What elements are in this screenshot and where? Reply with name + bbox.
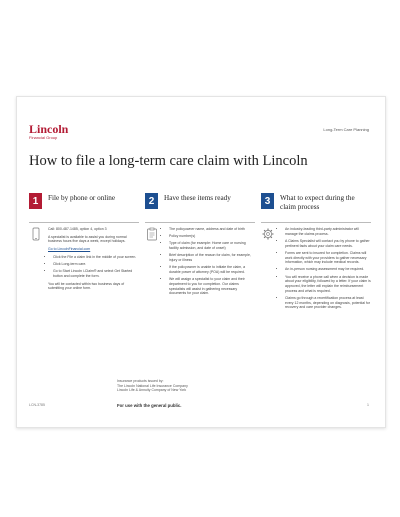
step-1-title: File by phone or online xyxy=(48,194,116,202)
issuer-notes xyxy=(117,379,297,393)
step-2-body xyxy=(145,227,255,299)
step-3-content xyxy=(280,227,371,313)
list-item: • An industry-leading third-party administrator will manage the claims process. xyxy=(285,227,371,236)
step-3-body xyxy=(261,227,371,313)
phone-number: Call: 800-487-1485, option 4, option 3 xyxy=(48,227,107,231)
contact-note: You will be contacted within two business days of submitting your online form. xyxy=(48,281,125,291)
gear-icon xyxy=(261,227,275,241)
issued-by-label: Insurance products issued by: xyxy=(117,379,164,383)
document-code: LCN-3785 xyxy=(29,403,45,407)
phone-icon xyxy=(29,227,43,241)
step-1-content xyxy=(48,227,139,294)
issuer-company-2: Lincoln Life & Annuity Company of New York xyxy=(117,388,187,393)
page-title: How to file a long-term care claim with Lincoln xyxy=(29,153,308,169)
online-steps-list xyxy=(48,255,139,279)
step-3-number: 3 xyxy=(261,193,274,209)
step-2-content xyxy=(164,227,255,299)
list-item: • A Claims Specialist will contact you by phone to gather pertinent facts about your claim care needs. xyxy=(285,239,371,248)
list-item: • Type of claim (for example: Home care or nursing facility admission, and date of onset) xyxy=(169,241,255,250)
list-item: • Forms are sent to insured for completion. Claims will work directly with your providers to gather necessary information, which may include medical records. xyxy=(285,251,371,265)
page-number: 1 xyxy=(367,403,369,407)
step-1-header xyxy=(29,193,139,223)
list-item: • If the policyowner is unable to initiate the claim, a durable power of attorney (POA) will be required. xyxy=(169,265,255,274)
step-1-column xyxy=(29,193,139,294)
issuer-company-1: The Lincoln National Life Insurance Company xyxy=(117,383,188,388)
list-item: • You will receive a phone call when a decision is made about your eligibility, followed by a letter. If your claim is approved, the letter will explain the reimbursement process and what is required. xyxy=(285,275,371,294)
list-item: • Policy number(s) xyxy=(169,234,255,239)
list-item: • Claims go through a recertification process at least every 12 months, depending on diagnosis, potential for recovery and care provider changes. xyxy=(285,296,371,310)
document-label: Long-Term Care Planning xyxy=(323,127,369,132)
step-2-column xyxy=(145,193,255,299)
list-item: • Click Long-term care. xyxy=(53,262,139,267)
list-item: • Click the File a claim link in the middle of your screen. xyxy=(53,255,139,260)
step-2-number: 2 xyxy=(145,193,158,209)
list-item: • Go to Start Lincoln i-Claim® and select Get Started button and complete the form. xyxy=(53,269,139,278)
logo-wordmark: Lincoln xyxy=(29,122,69,136)
step-2-title: Have these items ready xyxy=(164,194,231,202)
clipboard-icon xyxy=(145,227,159,241)
step-1-number: 1 xyxy=(29,193,42,209)
list-item: • We will assign a specialist to your claim and their department to you for completion. Our claims specialists will assist in gathering necessary documents for your claim. xyxy=(169,277,255,296)
logo-tagline: Financial Group xyxy=(29,135,58,140)
process-list xyxy=(280,227,371,310)
website-link[interactable]: Go to LincolnFinancial.com xyxy=(48,247,91,252)
step-3-column xyxy=(261,193,371,313)
specialist-note: A specialist is available to assist you during normal business hours five days a week, except holidays. xyxy=(48,234,127,244)
step-3-title: What to expect during the claim process xyxy=(280,194,355,211)
step-2-header xyxy=(145,193,255,223)
lincoln-logo xyxy=(29,123,85,140)
audience-note: For use with the general public. xyxy=(117,403,182,408)
step-1-body xyxy=(29,227,139,294)
list-item: • Brief description of the reason for claim, for example, injury or illness xyxy=(169,253,255,262)
document-page xyxy=(16,96,386,428)
step-3-header xyxy=(261,193,371,223)
list-item: • The policyowner name, address and date of birth xyxy=(169,227,255,232)
list-item: • An in-person nursing assessment may be required. xyxy=(285,267,371,272)
items-list xyxy=(164,227,255,296)
